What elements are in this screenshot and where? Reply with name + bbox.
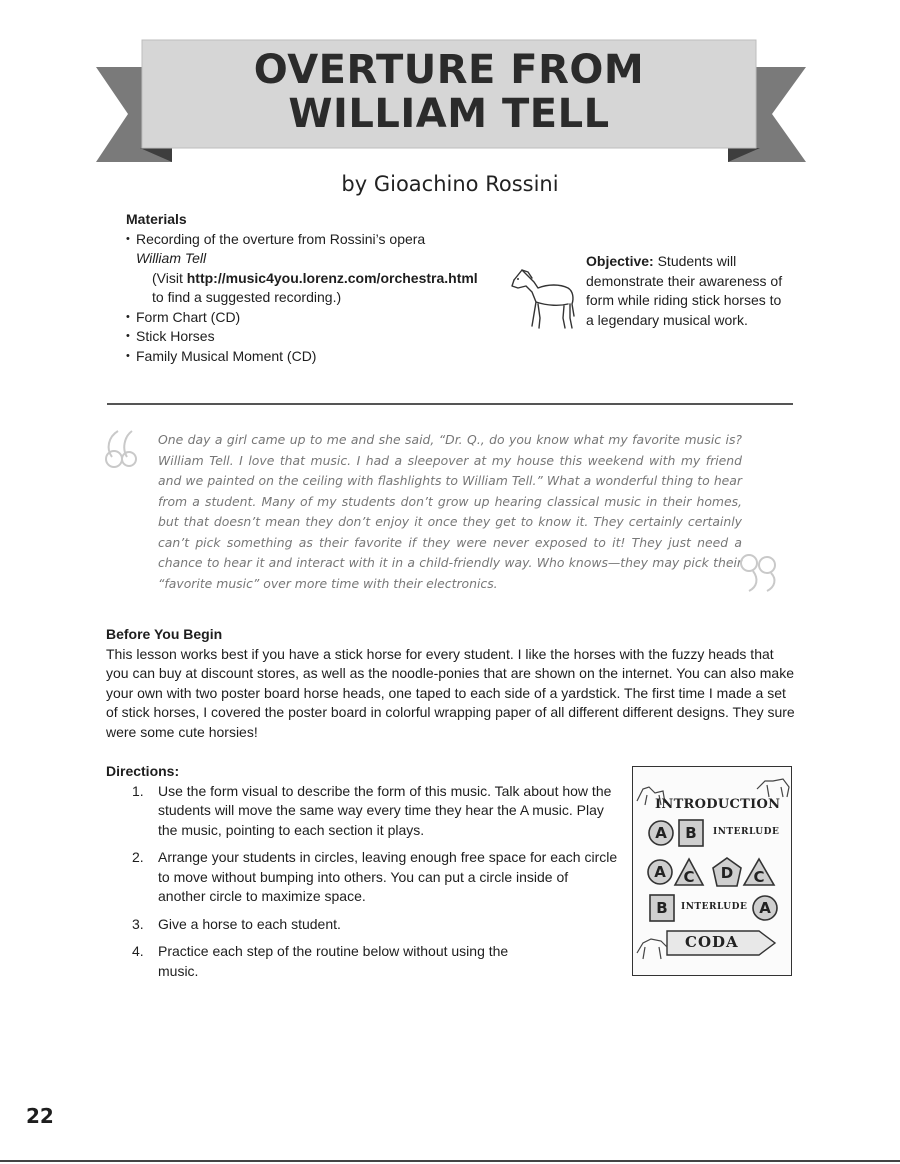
visit-line [136,269,546,289]
directions-heading: Directions: [106,763,180,779]
row3-letter-b: B [656,899,668,917]
before-you-begin-text: This lesson works best if you have a stick horse for every student. I like the horses with the fuzzy heads that you can buy at discount stores, as well as the noodle-ponies that are shown on the internet. You can also make your own with two poster board horse heads, one taped to each side of a yardstick. The first time I made a set of stick horses, I covered the poster board in colorful wrapping paper of all different different designs. They sure were some cute horsies! [106,645,795,740]
objective-text [586,252,791,330]
recording-url-link[interactable]: http://music4you.lorenz.com/orchestra.html [186,269,478,286]
materials-item-recording [126,230,546,308]
direction-step-3 [106,915,618,935]
step-number: 3. [132,915,144,932]
visit-prefix: (Visit [152,269,187,286]
composer-byline: by Gioachino Rossini [341,172,559,196]
direction-step-2 [106,848,618,907]
before-you-begin-section [106,625,796,742]
materials-item-recording-text: • Recording of the overture from Rossini’s opera [136,230,426,247]
objective-body: Students will demonstrate their awareness of form while riding stick horses to a legendary musical work. [586,253,783,328]
chart-interlude-label-1: INTERLUDE [713,827,780,837]
step-text: Practice each step of the routine below without using the music. [158,943,509,979]
chart-introduction-label: INTRODUCTION [655,797,781,812]
directions-section [106,762,618,989]
step-text: Use the form visual to describe the form of this music. Talk about how the students will move the same way every time they hear the A music. Play the music, pointing to each section it plays. [158,782,612,838]
step-number: 1. [132,782,144,799]
open-quote-icon [100,425,140,475]
objective-label: Objective: [586,253,654,269]
form-chart-thumbnail [632,766,792,976]
row2-letter-c: C [683,868,695,886]
title-line-2: WILLIAM TELL [288,91,610,137]
materials-list [126,230,546,367]
close-quote-icon [735,545,785,595]
horse-icon [508,266,578,332]
teacher-anecdote-quote: One day a girl came up to me and she said, “Dr. Q., do you know what my favorite music is? William Tell. I love that music. I had a sleepover at my house this weekend with my friend and we painted on the ceiling with flashlights to William Tell.” What a wonderful thing to hear from a student. Many of my students don’t grow up hearing classical music in their homes, but that doesn’t mean they don’t enjoy it once they get to know it. They certainly certainly can’t pick something as their favorite if they were never exposed to it! They just need a chance to hear it and interact with it in a child-friendly way. Who knows—they may pick their “favorite music” over more time with their electronics. [158,432,742,591]
horse-icon [757,779,789,797]
materials-item-stick-horses: • Stick Horses [126,327,546,347]
page-number: 22 [26,1104,54,1128]
horse-icon [637,939,667,959]
materials-section [126,210,546,366]
section-divider [107,403,793,405]
materials-item-form-chart: • Form Chart (CD) [126,308,546,328]
chart-interlude-label-2: INTERLUDE [681,902,748,912]
row2-letter-d: D [720,864,734,882]
direction-step-1 [106,782,618,841]
find-recording-text: to find a suggested recording.) [152,289,342,305]
materials-heading: Materials [126,211,187,227]
row2-letter-c: C [753,868,765,886]
step-text: Give a horse to each student. [158,915,341,932]
row1-letter-a: A [655,824,667,842]
direction-step-4 [106,942,538,981]
materials-item-family-moment: • Family Musical Moment (CD) [126,347,546,367]
directions-list [106,782,618,982]
before-you-begin-heading: Before You Begin [106,626,223,642]
title-line-1: OVERTURE FROM [253,47,645,93]
chart-coda-label: CODA [685,933,739,951]
row1-letter-b: B [685,824,697,842]
opera-title: William Tell [136,250,207,266]
step-text: Arrange your students in circles, leaving enough free space for each circle to move without bumping into others. You can put a circle inside of another circle to maximize space. [158,849,618,904]
title-banner [0,0,900,180]
page-title [145,48,753,136]
step-number: 2. [132,849,144,865]
row3-letter-a: A [759,899,771,917]
step-number: 4. [132,943,144,959]
row2-letter-a: A [654,863,666,881]
